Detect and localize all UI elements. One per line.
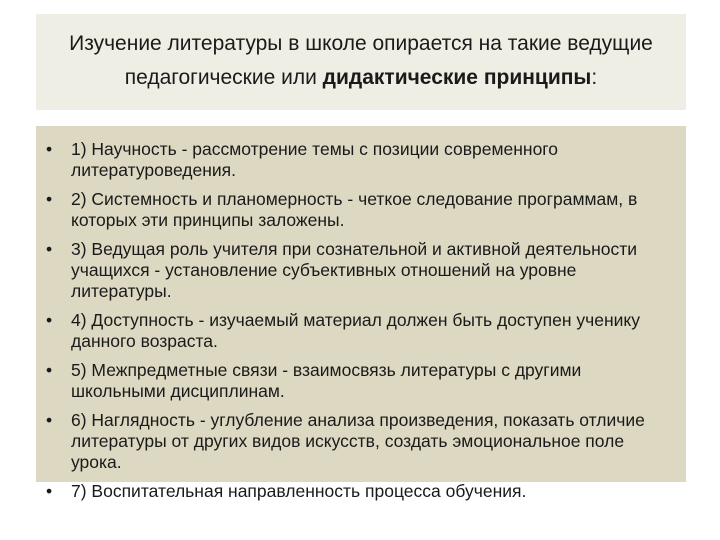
list-item xyxy=(46,410,672,473)
list-item-text: 6) Наглядность - углубление анализа произведения, показать отличие литературы от других видов искусств, создать эмоциональное поле урока. xyxy=(71,410,645,472)
list-item-text: 2) Системность и планомерность - четкое следование программам, в которых эти принципы заложены. xyxy=(71,189,638,230)
list-item xyxy=(46,310,672,352)
list-item xyxy=(46,239,672,302)
bullet-icon: • xyxy=(46,410,53,430)
list-item-text: 4) Доступность - изучаемый материал должен быть доступен ученику данного возраста. xyxy=(71,310,641,351)
bullet-icon: • xyxy=(46,481,53,501)
list-item-text: 7) Воспитательная направленность процесса обучения. xyxy=(71,481,527,501)
principles-list-panel xyxy=(36,126,686,501)
list-item-text: 1) Научность - рассмотрение темы с позиции современного литературоведения. xyxy=(71,139,559,180)
list-item-text: 3) Ведущая роль учителя при сознательной и активной деятельности учащихся - установление субъективных отношений на уровне литературы. xyxy=(71,239,638,301)
principles-list xyxy=(46,139,672,502)
list-item xyxy=(46,139,672,181)
title-end: : xyxy=(591,66,598,89)
list-item xyxy=(46,360,672,402)
title-text: Изучение литературы в школе опирается на такие ведущие педагогические или xyxy=(69,32,653,89)
bullet-icon: • xyxy=(46,139,53,159)
bullet-icon: • xyxy=(46,239,53,259)
list-item xyxy=(46,189,672,231)
list-item-text: 5) Межпредметные связи - взаимосвязь литературы с другими школьными дисциплинам. xyxy=(71,360,582,401)
slide-title xyxy=(36,14,686,110)
bullet-icon: • xyxy=(46,189,53,209)
title-bold-text: дидактические принципы xyxy=(322,66,592,89)
list-item xyxy=(46,481,672,502)
bullet-icon: • xyxy=(46,360,53,380)
bullet-icon: • xyxy=(46,310,53,330)
